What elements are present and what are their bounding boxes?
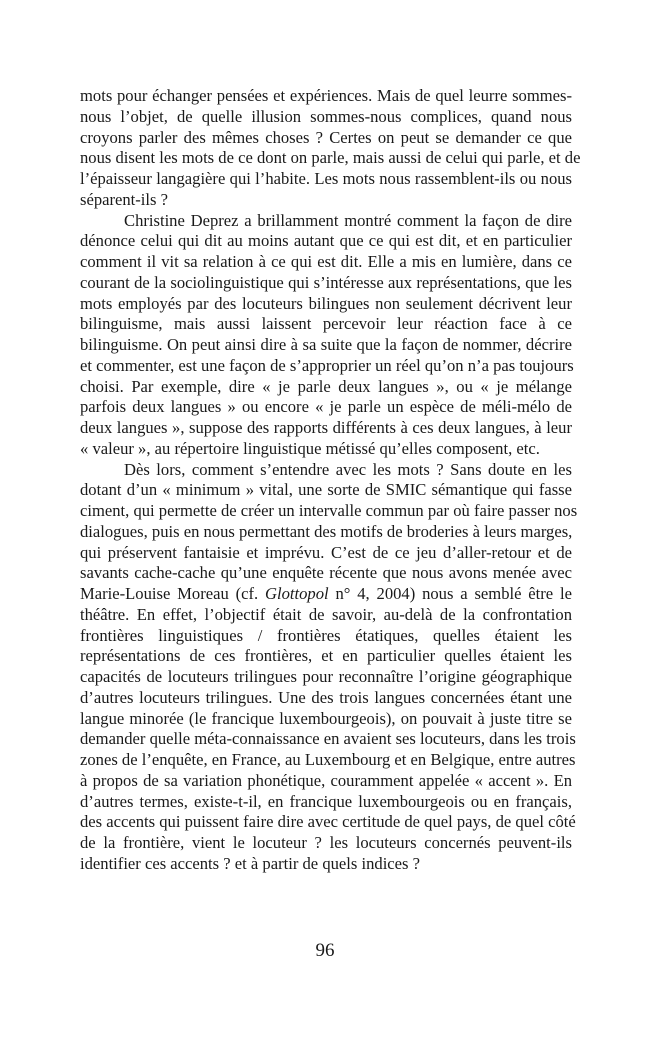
text-line: deux langues », suppose des rapports différents à ces deux langues, à leur (80, 418, 572, 437)
text-line: parfois deux langues » ou encore « je parle un espèce de méli-mélo de (80, 397, 572, 417)
text-line: zones de l’enquête, en France, au Luxembourg et en Belgique, entre autres (80, 750, 576, 769)
text-line: l’épaisseur langagière qui l’habite. Les mots nous rassemblent-ils ou nous (80, 169, 572, 188)
text-line: bilinguisme, mais aussi laissent percevoir leur réaction face à ce (80, 314, 572, 334)
text-line: langue minorée (le francique luxembourgeois), on pouvait à juste titre se (80, 708, 572, 728)
text-line: frontières linguistiques / frontières étatiques, quelles étaient les (80, 625, 572, 645)
journal-title: Glottopol (265, 584, 329, 603)
text-line: mots pour échanger pensées et expériences. Mais de quel leurre sommes- (80, 86, 572, 105)
text-line: dénonce celui qui dit au moins autant que ce qui est dit, et en particulier (80, 231, 572, 251)
text-line: dotant d’un « minimum » vital, une sorte de SMIC sémantique qui fasse (80, 480, 572, 500)
text-line: « valeur », au répertoire linguistique métissé qu’elles composent, etc. (80, 438, 540, 458)
text-line: à propos de sa variation phonétique, couramment appelée « accent ». En (80, 770, 572, 790)
text-line: séparent-ils ? (80, 189, 169, 209)
text-line: demander quelle méta-connaissance en avaient ses locuteurs, dans les trois (80, 729, 576, 749)
text-line: représentations de ces frontières, et en particulier quelles étaient les (80, 646, 572, 666)
text-line: de la frontière, vient le locuteur ? les locuteurs concernés peuvent-ils (80, 833, 572, 852)
page-body (80, 86, 581, 875)
paragraph-3 (80, 459, 578, 875)
text-line: d’autres locuteurs trilingues. Une des trois langues concernées étant une (80, 687, 572, 707)
text-line: nous disent les mots de ce dont on parle, mais aussi de celui qui parle, et de (80, 148, 581, 168)
text-line: choisi. Par exemple, dire « je parle deux langues », ou « je mélange (80, 376, 572, 396)
citation-line (80, 584, 572, 605)
citation-before: Marie-Louise Moreau (cf. (80, 584, 265, 603)
text-line: courant de la sociolinguistique qui s’intéresse aux représentations, que les (80, 272, 572, 292)
text-line: croyons parler des mêmes choses ? Certes on peut se demander ce que (80, 127, 572, 147)
text-line: bilinguisme. On peut ainsi dire à sa suite que la façon de nommer, décrire (80, 335, 572, 354)
text-line: nous l’objet, de quelle illusion sommes-nous complices, quand nous (80, 106, 572, 126)
text-line: capacités de locuteurs trilingues pour reconnaître l’origine géographique (80, 667, 572, 686)
text-line: d’autres termes, existe-t-il, en francique luxembourgeois ou en français, (80, 791, 572, 811)
text-line: et commenter, est une façon de s’approprier un réel qu’on n’a pas toujours (80, 355, 574, 375)
text-line: mots employés par des locuteurs bilingues non seulement décrivent leur (80, 293, 572, 313)
paragraph-2 (80, 211, 572, 460)
text-line: qui préservent fantaisie et imprévu. C’est de ce jeu d’aller-retour et de (80, 542, 572, 562)
citation-after: n° 4, 2004) nous a semblé être le (328, 584, 572, 603)
text-line: théâtre. En effet, l’objectif était de savoir, au-delà de la confrontation (80, 604, 572, 624)
text-line: des accents qui puissent faire dire avec certitude de quel pays, de quel côté (80, 812, 576, 832)
text-line: comment il vit sa relation à ce qui est dit. Elle a mis en lumière, dans ce (80, 252, 572, 271)
text-line: savants cache-cache qu’une enquête récente que nous avons menée avec (80, 563, 572, 583)
text-line: Christine Deprez a brillamment montré comment la façon de dire (124, 210, 572, 230)
paragraph-1 (80, 86, 581, 211)
page-number: 96 (315, 940, 335, 961)
text-line: Dès lors, comment s’entendre avec les mots ? Sans doute en les (124, 459, 572, 479)
text-line: ciment, qui permette de créer un intervalle commun par où faire passer nos (80, 501, 578, 520)
text-line: dialogues, puis en nous permettant des motifs de broderies à leurs marges, (80, 521, 573, 541)
text-line: identifier ces accents ? et à partir de quels indices ? (80, 853, 421, 873)
